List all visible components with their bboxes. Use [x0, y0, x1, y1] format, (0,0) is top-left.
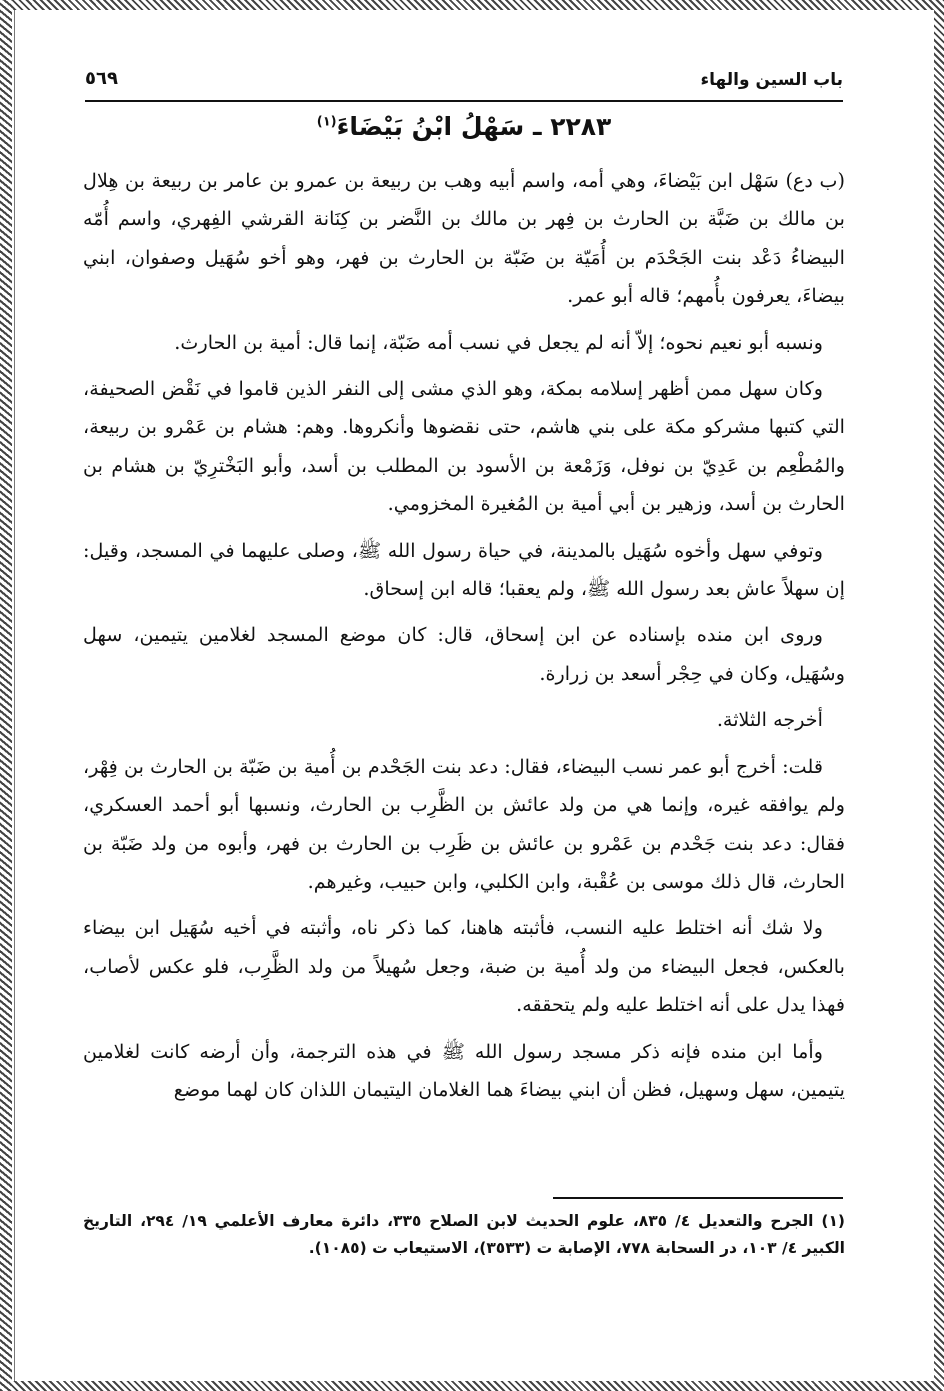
running-header — [85, 62, 843, 96]
entry-title — [85, 112, 843, 141]
footnote-marker: (١) — [316, 114, 337, 130]
paragraph: أخرجه الثلاثة. — [716, 708, 823, 732]
header-rule — [85, 100, 843, 102]
paragraph: ونسبه أبو نعيم نحوه؛ إلاّ أنه لم يجعل في نسب أمه ضَبّة، إنما قال: أمية بن الحارث. — [174, 330, 823, 354]
paragraph: قلت: أخرج أبو عمر نسب البيضاء، فقال: دعد بنت الجَحْدم بن أُمية بن ضَبّة بن الحارث بن فِهْر، ولم يوافقه غيره، وإنما هي من ولد عائش بن الظَّرِب بن الحارث، ونسبها أبو أحمد العسكري، فقال: دعد بنت جَحْدم بن عَمْرو بن عائش بن ظَرِب بن الحارث بن فهر، وأبوه من ولد ضَبّة بن الحارث، قال ذلك موسى بن عُقْبة، وابن الكلبي، وابن حبيب، وغيرهم. — [83, 754, 845, 893]
footnote: (١) الجرح والتعديل ٤/ ٨٣٥، علوم الحديث لابن الصلاح ٣٣٥، دائرة معارف الأعلمي ١٩/ ٢٩٤، التاريخ الكبير ٤/ ١٠٣، در السحابة ٧٧٨، الإصابة ت (٣٥٣٣)، الاستيعاب ت (١٠٨٥). — [83, 1212, 845, 1257]
chapter-title: باب السين والهاء — [700, 70, 843, 90]
paragraph: وتوفي سهل وأخوه سُهَيل بالمدينة، في حياة رسول الله ﷺ، وصلى عليهما في المسجد، وقيل: إن سهلاً عاش بعد رسول الله ﷺ، ولم يعقبا؛ قاله ابن إسحاق. — [83, 538, 845, 601]
paragraph: ولا شك أنه اختلط عليه النسب، فأثبته هاهنا، كما ذكر ناه، وأثبته في أخيه سُهَيل ابن بيضاء بالعكس، فجعل البيضاء من ولد أُمية بن ضبة، وجعل سُهيلاً من ولد الظَّرِب، فلو عكس لأصاب، فهذا يدل على أنه اختلط عليه ولم يتحققه. — [83, 916, 845, 1017]
paragraph: (ب دع) سَهْل ابن بَيْضاءَ، وهي أمه، واسم أبيه وهب بن ربيعة بن عمرو بن عامر بن ربيعة بن هِلال بن مالك بن ضَبَّة بن الحارث بن فِهر بن مالك بن النَّضر بن كِنَانة القرشي الفِهري، واسم أُمّه البيضاءُ دَعْد بنت الجَحْدَم بن أُمَيّة بن ضَبّة بن الحارث بن فهر، وهو أخو سُهَيل وصفوان، ابني بيضاءَ، يعرفون بأُمهم؛ قاله أبو عمر. — [83, 169, 845, 308]
paragraph: وكان سهل ممن أظهر إسلامه بمكة، وهو الذي مشى إلى النفر الذين قاموا في نَقْض الصحيفة، التي كتبها مشركو مكة على بني هاشم، حتى نقضوها وأنكروها. وهم: هشام بن عَمْرو بن ربيعة، والمُطْعِم بن عَدِيّ بن نوفل، وَزَمْعة بن الأسود بن المطلب بن أسد، وأبو البَخْترِيّ بن هشام بن الحارث بن أسد، وزهير بن أبي أمية بن المُغيرة المخزومي. — [83, 377, 845, 516]
body-text — [83, 162, 845, 1117]
entry-title-text: ٢٢٨٣ ـ سَهْلُ ابْنُ بَيْضَاءَ — [336, 112, 612, 141]
footnote-rule — [553, 1197, 843, 1199]
binding-line — [14, 10, 15, 1381]
paragraph: وأما ابن منده فإنه ذكر مسجد رسول الله ﷺ في هذه الترجمة، وأن أرضه كانت لغلامين يتيمين، سهل وسهيل، فظن أن ابني بيضاءَ هما الغلامان اليتيمان اللذان كان لهما موضع — [83, 1039, 845, 1101]
paragraph: وروى ابن منده بإسناده عن ابن إسحاق، قال: كان موضع المسجد لغلامين يتيمين، سهل وسُهَيل، وكان في حِجْر أسعد بن زرارة. — [83, 623, 845, 685]
page-number: ٥٦٩ — [85, 68, 118, 89]
